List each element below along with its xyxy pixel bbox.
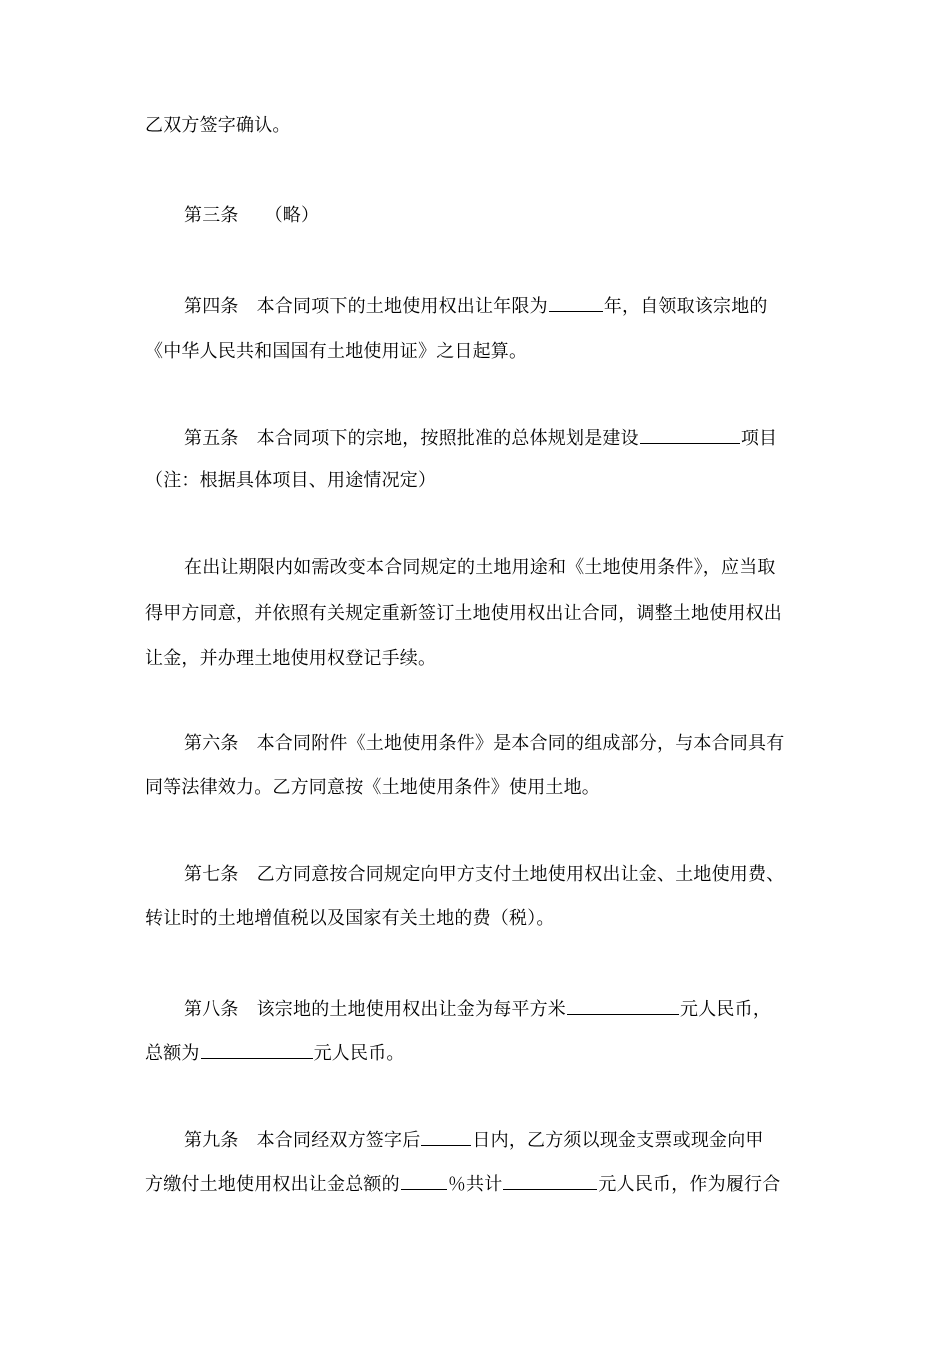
article-text: 本合同项下的土地使用权出让年限为 bbox=[256, 296, 548, 317]
paragraph-text: （注：根据具体项目、用途情况定） bbox=[145, 470, 437, 491]
text-line bbox=[184, 556, 776, 580]
text-line bbox=[145, 1040, 405, 1066]
article-9 bbox=[184, 1127, 764, 1153]
fill-in-blank bbox=[503, 1171, 597, 1190]
article-4 bbox=[184, 293, 768, 319]
article-6 bbox=[184, 732, 784, 756]
paragraph-text: 让金，并办理土地使用权登记手续。 bbox=[145, 648, 437, 669]
paragraph-text: 元人民币，作为履行合 bbox=[598, 1174, 781, 1195]
text-line bbox=[145, 776, 600, 800]
paragraph-text: ％共计 bbox=[447, 1174, 503, 1195]
text-line bbox=[145, 340, 527, 364]
article-title: 第六条 bbox=[184, 733, 239, 754]
article-title: 第九条 bbox=[184, 1130, 239, 1151]
paragraph-text: 方缴付土地使用权出让金总额的 bbox=[145, 1174, 400, 1195]
article-title: 第七条 bbox=[184, 864, 239, 885]
article-text: （略） bbox=[264, 205, 320, 226]
paragraph-text: 元人民币。 bbox=[313, 1043, 405, 1064]
text-line bbox=[145, 469, 436, 493]
article-text: 本合同项下的宗地，按照批准的总体规划是建设 bbox=[256, 428, 639, 449]
article-text: 年，自领取该宗地的 bbox=[603, 296, 768, 317]
fill-in-blank bbox=[201, 1040, 313, 1059]
paragraph-text: 同等法律效力。乙方同意按《土地使用条件》使用土地。 bbox=[145, 777, 600, 798]
article-text: 本合同附件《土地使用条件》是本合同的组成部分，与本合同具有 bbox=[256, 733, 785, 754]
article-text: 项目 bbox=[740, 428, 778, 449]
text-line bbox=[145, 602, 782, 626]
fill-in-blank bbox=[549, 293, 603, 312]
paragraph-text: 在出让期限内如需改变本合同规定的土地用途和《土地使用条件》，应当取 bbox=[184, 557, 776, 578]
article-title: 第八条 bbox=[184, 999, 239, 1020]
article-5 bbox=[184, 425, 777, 451]
article-text: 该宗地的土地使用权出让金为每平方米 bbox=[256, 999, 567, 1020]
paragraph-text: 转让时的土地增值税以及国家有关土地的费（税）。 bbox=[145, 908, 555, 929]
article-text: 日内，乙方须以现金支票或现金向甲 bbox=[472, 1130, 764, 1151]
paragraph-text: 《中华人民共和国国有土地使用证》之日起算。 bbox=[145, 341, 528, 362]
paragraph-text: 总额为 bbox=[145, 1043, 200, 1064]
text-line bbox=[145, 114, 291, 138]
text-line bbox=[145, 647, 436, 671]
article-title: 第五条 bbox=[184, 428, 239, 449]
paragraph-text: 得甲方同意，并依照有关规定重新签订土地使用权出让合同，调整土地使用权出 bbox=[145, 603, 782, 624]
text-line bbox=[145, 907, 555, 931]
fill-in-blank bbox=[567, 996, 679, 1015]
text-line bbox=[145, 1171, 780, 1197]
paragraph-text: 乙双方签字确认。 bbox=[145, 115, 291, 136]
article-title: 第四条 bbox=[184, 296, 239, 317]
article-8 bbox=[184, 996, 771, 1022]
article-7 bbox=[184, 863, 784, 887]
fill-in-blank bbox=[401, 1171, 447, 1190]
fill-in-blank bbox=[421, 1127, 471, 1146]
article-text: 本合同经双方签字后 bbox=[256, 1130, 421, 1151]
article-title: 第三条 bbox=[184, 205, 239, 226]
article-3 bbox=[184, 204, 319, 228]
fill-in-blank bbox=[640, 425, 740, 444]
article-text: 乙方同意按合同规定向甲方支付土地使用权出让金、土地使用费、 bbox=[256, 864, 785, 885]
article-text: 元人民币， bbox=[680, 999, 772, 1020]
